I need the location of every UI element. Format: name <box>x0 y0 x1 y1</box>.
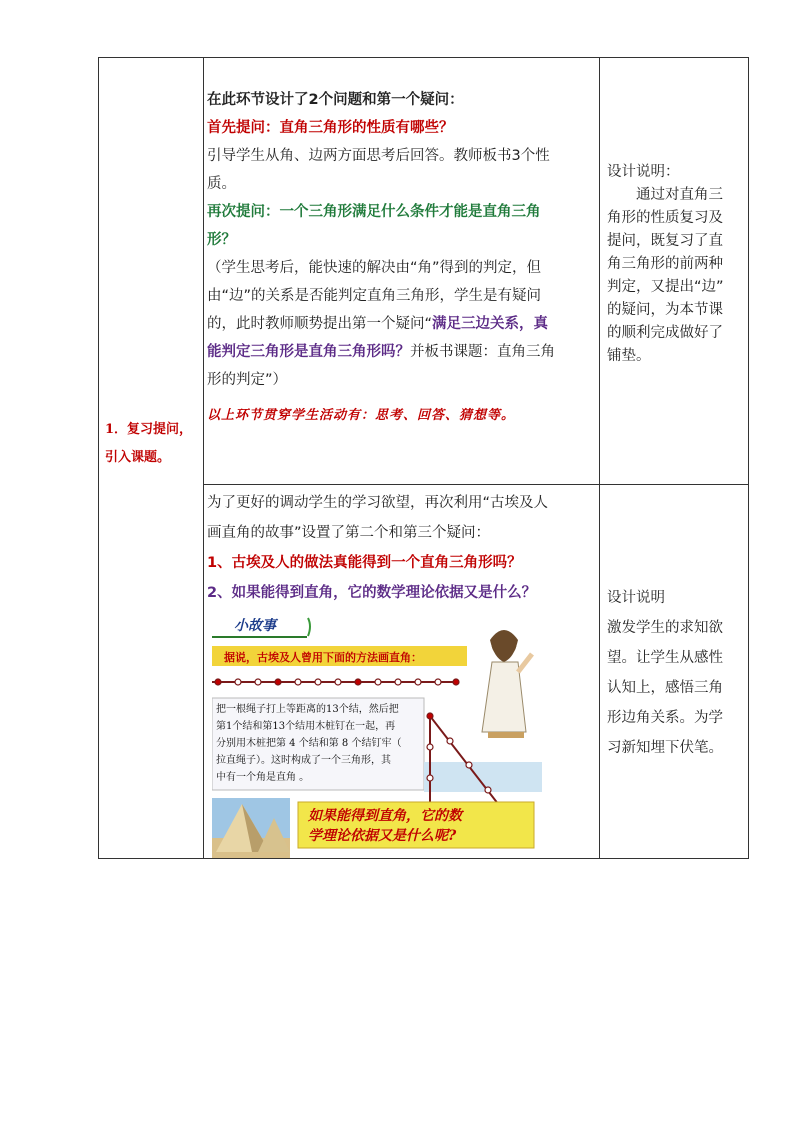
paragraph-line <box>207 310 591 338</box>
story-svg <box>212 612 587 858</box>
section2-intro: 为了更好的调动学生的学习欲望，再次利用“古埃及人 <box>207 495 549 511</box>
note-line: 角形的性质复习及 <box>607 210 723 226</box>
question-text: 学理论依据又是什么呢? <box>308 828 457 844</box>
guide-text: 质。 <box>207 176 236 192</box>
paragraph-line: 由“边”的关系是否能判定直角三角形，学生是有疑问 <box>207 288 542 304</box>
story-text: 把一根绳子打上等距离的13个结，然后把 <box>216 704 399 715</box>
story-text: 分别用木桩把第 4 个结和第 8 个结钉牢（ <box>216 738 402 749</box>
design-note-2 <box>607 583 741 763</box>
pyramid-image <box>212 798 290 858</box>
note-line: 通过对直角三 <box>607 187 723 203</box>
question-text: 如果能得到直角，它的数 <box>308 808 462 824</box>
note-title: 设计说明： <box>607 164 680 180</box>
paragraph-line: （学生思考后，能快速的解决由“角”得到的判定，但 <box>207 260 542 276</box>
question-2: 形？ <box>207 232 236 248</box>
note-line: 认知上，感悟三角 <box>607 680 723 696</box>
design-note-1 <box>607 161 741 368</box>
egyptian-figure <box>482 630 532 738</box>
question-3: 1、古埃及人的做法真能得到一个直角三角形吗？ <box>207 555 522 571</box>
question-1: 首先提问：直角三角形的性质有哪些？ <box>207 120 454 136</box>
key-question: 能判定三角形是直角三角形吗？ <box>207 344 410 360</box>
note-line: 铺垫。 <box>607 348 651 364</box>
note-line: 形边角关系。为学 <box>607 710 723 726</box>
paragraph-line <box>207 338 591 366</box>
row-divider <box>203 484 749 485</box>
stage-line: 1．复习提问， <box>105 422 193 437</box>
note-line: 提问，既复习了直 <box>607 233 723 249</box>
note-line: 习新知埋下伏笔。 <box>607 740 723 756</box>
note-line: 设计说明 <box>607 590 665 606</box>
stage-label <box>105 416 203 472</box>
story-text: 中有一个角是直角 。 <box>216 772 310 783</box>
handwritten-note: 以上环节贯穿学生活动有：思考、回答、猜想等。 <box>207 408 516 423</box>
paragraph-line: 形的判定”） <box>207 372 288 388</box>
note-line: 的疑问，为本节课 <box>607 302 723 318</box>
story-text: 拉直绳子）。这时构成了一个三角形，其 <box>216 755 391 766</box>
section2-content <box>207 488 591 608</box>
note-line: 望。让学生从感性 <box>607 650 723 666</box>
para-text: 并板书课题：直角三角 <box>410 344 555 360</box>
stage-line: 引入课题。 <box>105 450 171 465</box>
key-question: 满足三边关系，真 <box>432 316 549 332</box>
water-bg <box>424 762 542 792</box>
note-line: 激发学生的求知欲 <box>607 620 723 636</box>
col-divider <box>203 58 204 858</box>
story-text: 第1个结和第13个结用木桩钉在一起，再 <box>216 721 396 732</box>
story-banner: 据说，古埃及人曾用下面的方法画直角： <box>224 651 422 664</box>
section1-content <box>207 86 591 430</box>
note-line: 判定，又提出“边” <box>607 279 724 295</box>
lesson-table <box>98 57 749 859</box>
col-divider <box>599 58 600 858</box>
para-text: 的，此时教师顺势提出第一个疑问“ <box>207 316 433 332</box>
question-2: 再次提问：一个三角形满足什么条件才能是直角三角 <box>207 204 541 220</box>
section1-intro: 在此环节设计了2个问题和第一个疑问： <box>207 92 464 108</box>
story-illustration <box>212 612 587 858</box>
note-line: 的顺利完成做好了 <box>607 325 723 341</box>
guide-text: 引导学生从角、边两方面思考后回答。教师板书3个性 <box>207 148 550 164</box>
note-line: 角三角形的前两种 <box>607 256 723 272</box>
question-4: 2、如果能得到直角，它的数学理论依据又是什么？ <box>207 585 537 601</box>
section2-intro: 画直角的故事”设置了第二个和第三个疑问： <box>207 525 491 541</box>
story-title: 小故事 <box>234 618 276 634</box>
